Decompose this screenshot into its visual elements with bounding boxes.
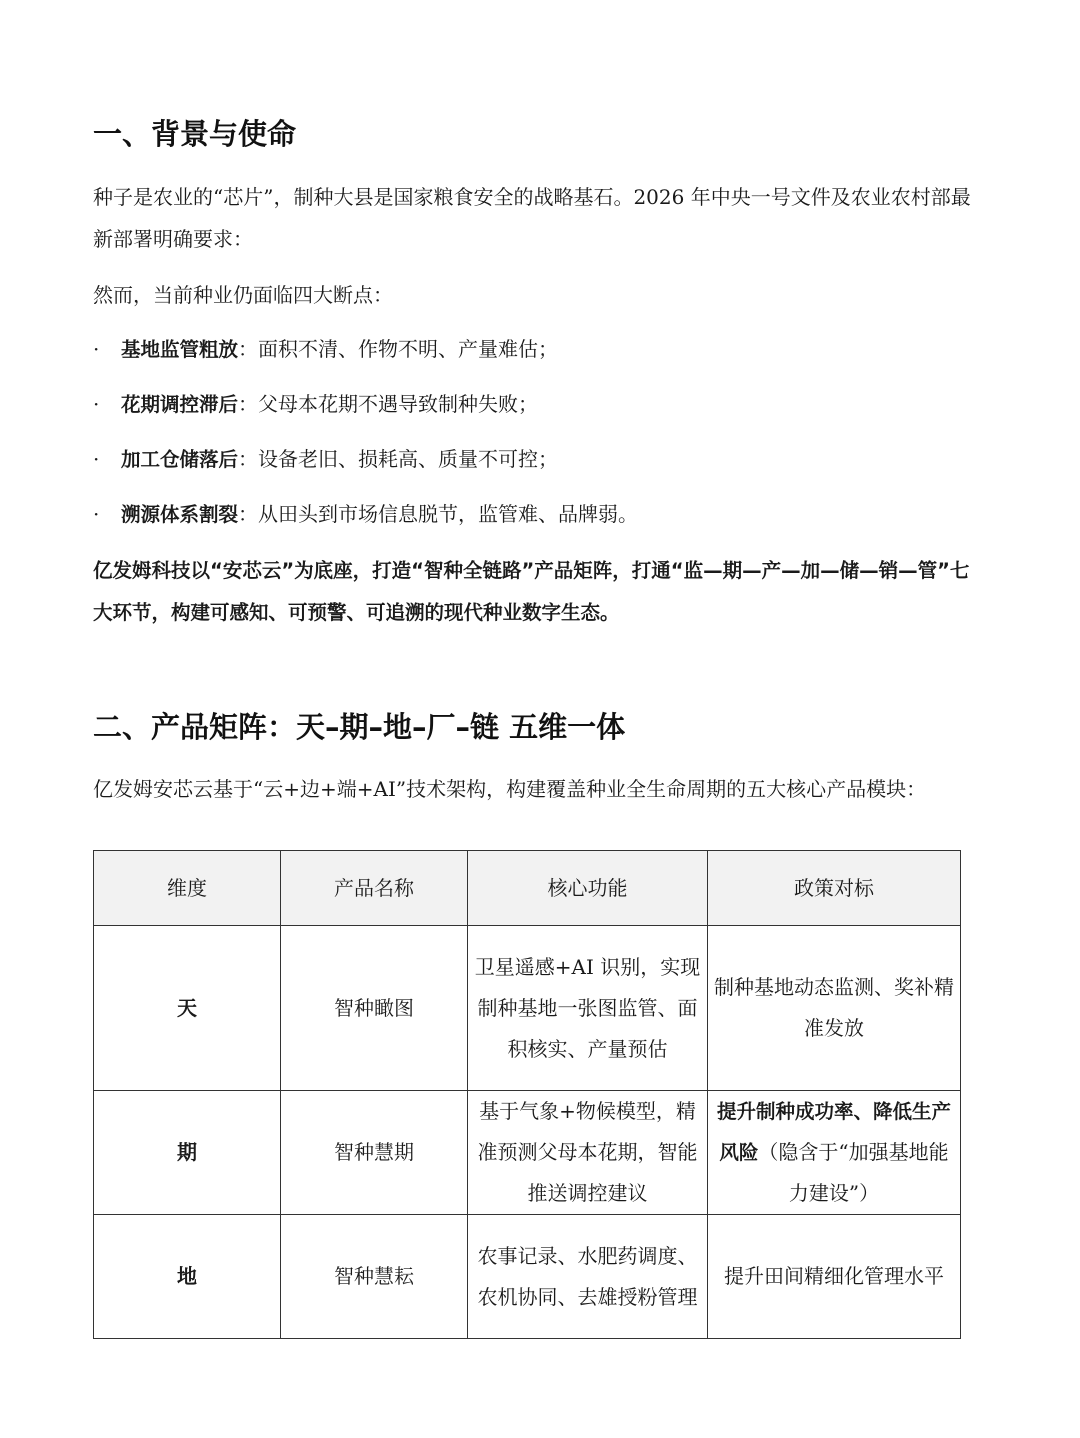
policy-text: （隐含于“加强基地能力建设”） xyxy=(758,1140,949,1205)
bullet-dot-icon: · xyxy=(93,502,100,526)
policy-strong-text: 提升制种成功率、降低生产风险 xyxy=(716,1100,951,1164)
bullet-dot-icon: · xyxy=(93,337,100,361)
bullet-item xyxy=(93,494,983,535)
policy-text: 制种基地动态监测、奖补精准发放 xyxy=(714,975,954,1040)
bullet-item xyxy=(93,329,983,370)
section2-heading: 二、产品矩阵：天–期–地–厂–链 五维一体 xyxy=(93,710,626,744)
core-function-cell: 基于气象+物候模型，精准预测父母本花期，智能推送调控建议 xyxy=(468,1091,708,1215)
product-name-cell: 智种瞰图 xyxy=(281,926,468,1091)
bullet-item xyxy=(93,384,983,425)
table-row xyxy=(94,926,961,1091)
header-core-function: 核心功能 xyxy=(468,851,708,926)
section2-intro-paragraph: 亿发姆安芯云基于“云+边+端+AI”技术架构，构建覆盖种业全生命周期的五大核心产品模块： xyxy=(93,777,927,801)
dimension-cell: 天 xyxy=(94,926,281,1091)
section1-intro-paragraph: 种子是农业的“芯片”，制种大县是国家粮食安全的战略基石。2026 年中央一号文件及农业农村部最新部署明确要求： xyxy=(93,185,971,251)
table-header-row xyxy=(94,851,961,926)
table-row xyxy=(94,1091,961,1215)
header-product-name: 产品名称 xyxy=(281,851,468,926)
bullet-text: ：面积不清、作物不明、产量难估； xyxy=(238,337,559,361)
policy-text: 提升田间精细化管理水平 xyxy=(724,1264,944,1288)
policy-cell xyxy=(708,1215,961,1339)
product-name-cell: 智种慧耘 xyxy=(281,1215,468,1339)
bullet-dot-icon: · xyxy=(93,392,100,416)
dimension-cell: 地 xyxy=(94,1215,281,1339)
section1-lead-paragraph: 然而，当前种业仍面临四大断点： xyxy=(93,283,393,307)
product-matrix-table xyxy=(93,850,961,1339)
bullet-term: 加工仓储落后 xyxy=(121,448,239,471)
bullet-term: 花期调控滞后 xyxy=(121,393,239,416)
core-function-cell: 农事记录、水肥药调度、农机协同、去雄授粉管理 xyxy=(468,1215,708,1339)
header-dimension: 维度 xyxy=(94,851,281,926)
bullet-term: 基地监管粗放 xyxy=(121,338,239,361)
section1-summary-paragraph: 亿发姆科技以“安芯云”为底座，打造“智种全链路”产品矩阵，打通“监—期—产—加—储—销—管”七大环节，构建可感知、可预警、可追溯的现代种业数字生态。 xyxy=(93,559,970,624)
bullet-text: ：父母本花期不遇导致制种失败； xyxy=(238,392,539,416)
bullet-dot-icon: · xyxy=(93,447,100,471)
bullet-term: 溯源体系割裂 xyxy=(121,503,239,526)
policy-cell xyxy=(708,926,961,1091)
table-row xyxy=(94,1215,961,1339)
dimension-cell: 期 xyxy=(94,1091,281,1215)
section1-heading: 一、背景与使命 xyxy=(93,117,297,151)
bullet-item xyxy=(93,439,983,480)
header-policy-benchmark: 政策对标 xyxy=(708,851,961,926)
product-name-cell: 智种慧期 xyxy=(281,1091,468,1215)
core-function-cell: 卫星遥感+AI 识别，实现制种基地一张图监管、面积核实、产量预估 xyxy=(468,926,708,1091)
bullet-text: ：从田头到市场信息脱节，监管难、品牌弱。 xyxy=(238,502,639,526)
policy-cell xyxy=(708,1091,961,1215)
bullet-text: ：设备老旧、损耗高、质量不可控； xyxy=(238,447,559,471)
